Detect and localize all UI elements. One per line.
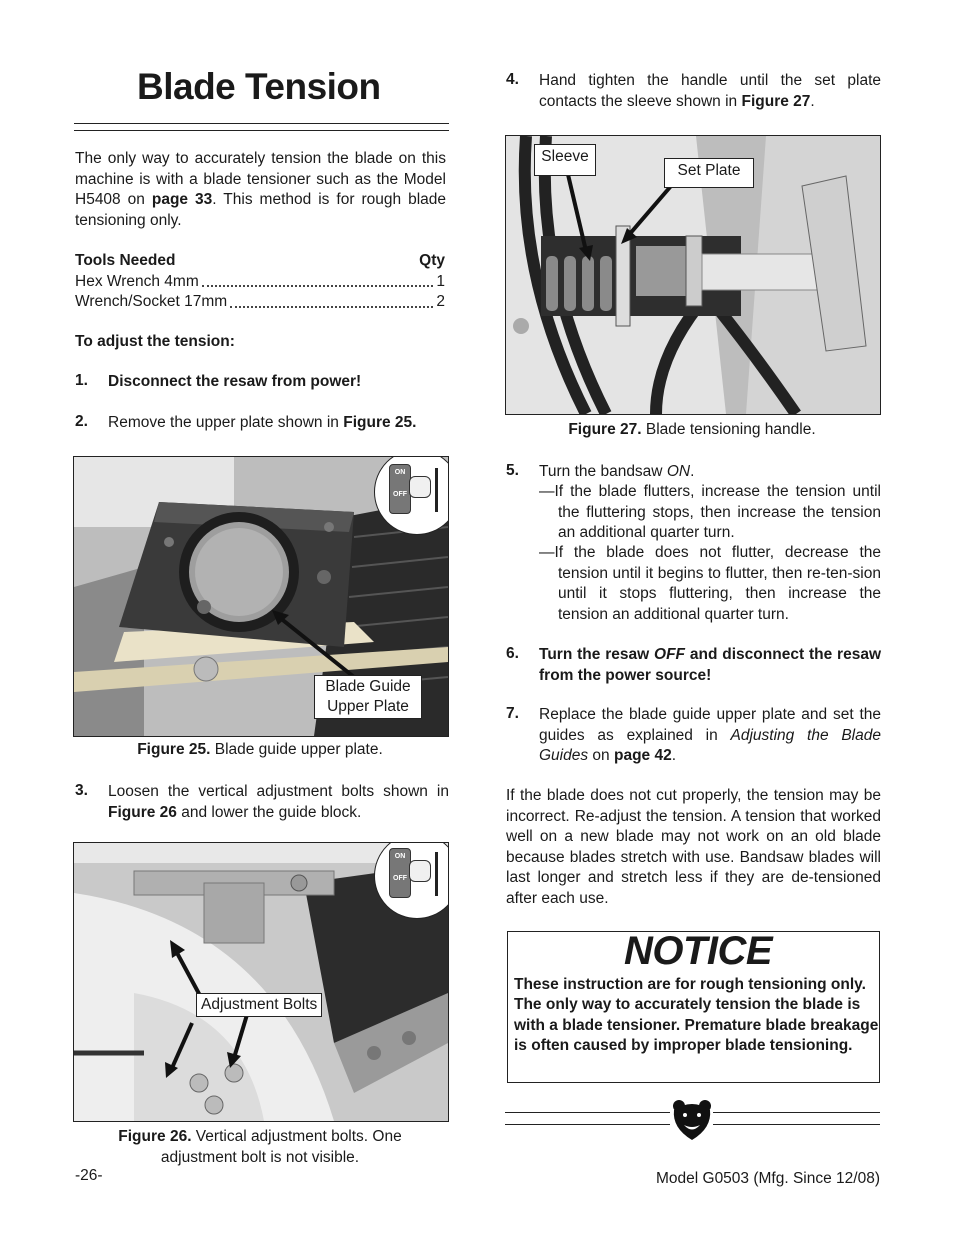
step-2-text: Remove the upper plate shown in Figure 25.: [108, 414, 417, 431]
sleeve-callout: Sleeve: [534, 144, 596, 176]
tool-item: Hex Wrench 4mm 1: [75, 272, 445, 290]
step-5-text: Turn the bandsaw ON.: [539, 463, 695, 480]
model-footer: Model G0503 (Mfg. Since 12/08): [655, 1170, 880, 1187]
step-7-number: 7.: [506, 705, 519, 722]
page-title: Blade Tension: [137, 66, 381, 107]
figure-26-caption: Figure 26. Vertical adjustment bolts. One adjustment bolt is not visible.: [118, 1128, 402, 1166]
step-6-number: 6.: [506, 645, 519, 662]
step-6-text: Turn the resaw OFF and disconnect the resaw from the power source!: [539, 646, 881, 684]
step-7-text: Replace the blade guide upper plate and set the guides as explained in Adjusting the Blade Guides on page 42.: [539, 706, 881, 764]
step-5-dash-2: —If the blade does not flutter, decrease the tension until it begins to flutter, then re-ten-sion until it stops fluttering, then increase the tension an additional quarter turn.: [539, 544, 881, 623]
logo-rule-left-bottom: [505, 1124, 670, 1125]
title-rule-top: [74, 123, 449, 124]
step-4-text: Hand tighten the handle until the set plate contacts the sleeve shown in Figure 27.: [539, 72, 881, 110]
adjustment-bolts-callout: Adjustment Bolts: [196, 993, 322, 1017]
notice-text: These instruction are for rough tensioning only. The only way to accurately tension the blade is with a blade tensioner. Premature blade breakage is often caused by improper blade tensioning.: [514, 976, 879, 1054]
closing-paragraph: If the blade does not cut properly, the tension may be incorrect. Re-adjust the tension. A tension that worked well on a new blade may not work on an old blade because blades stretch with use. Bandsaw blades will last longer and stretch less if they are de-tensioned after each use.: [506, 787, 881, 907]
step-5-number: 5.: [506, 462, 519, 479]
figure-26-photo: [73, 842, 449, 1122]
intro-page-ref: page 33: [151, 191, 213, 208]
step-3-text: Loosen the vertical adjustment bolts shown in Figure 26 and lower the guide block.: [108, 783, 449, 821]
tool-item: Wrench/Socket 17mm 2: [75, 293, 445, 310]
notice-heading: NOTICE: [624, 929, 773, 973]
blade-guide-callout: Blade Guide Upper Plate: [314, 675, 422, 719]
step-2-number: 2.: [75, 413, 88, 430]
figure-27-caption: Figure 27. Blade tensioning handle.: [568, 421, 816, 438]
logo-rule-right-bottom: [713, 1124, 880, 1125]
tools-header: Tools Needed Qty: [75, 252, 445, 269]
step-4-number: 4.: [506, 71, 519, 88]
figure-27-photo: [505, 135, 881, 415]
step-1-number: 1.: [75, 372, 88, 389]
step-5-dash-1: —If the blade flutters, increase the tension until the fluttering stops, then increase the tension an additional quarter turn.: [539, 483, 881, 541]
adjust-heading: To adjust the tension:: [75, 333, 235, 350]
power-switch-icon: ON OFF: [374, 842, 449, 919]
intro-paragraph: The only way to accurately tension the blade on this machine is with a blade tensioner such as the Model H5408 on page 33. This method is for rough blade tensioning only.: [75, 150, 446, 229]
step-1-text: Disconnect the resaw from power!: [108, 373, 362, 390]
figure-25-photo: [73, 456, 449, 737]
logo-rule-right-top: [713, 1112, 880, 1113]
logo-rule-left-top: [505, 1112, 670, 1113]
set-plate-callout: Set Plate: [664, 158, 754, 188]
step-3-number: 3.: [75, 782, 88, 799]
power-switch-icon: ON OFF: [374, 456, 449, 535]
page-number: -26-: [75, 1167, 103, 1184]
figure-25-caption: Figure 25. Blade guide upper plate.: [137, 741, 383, 758]
bear-logo-icon: [670, 1098, 714, 1142]
tools-table: [75, 251, 445, 313]
title-rule-bottom: [74, 130, 449, 131]
